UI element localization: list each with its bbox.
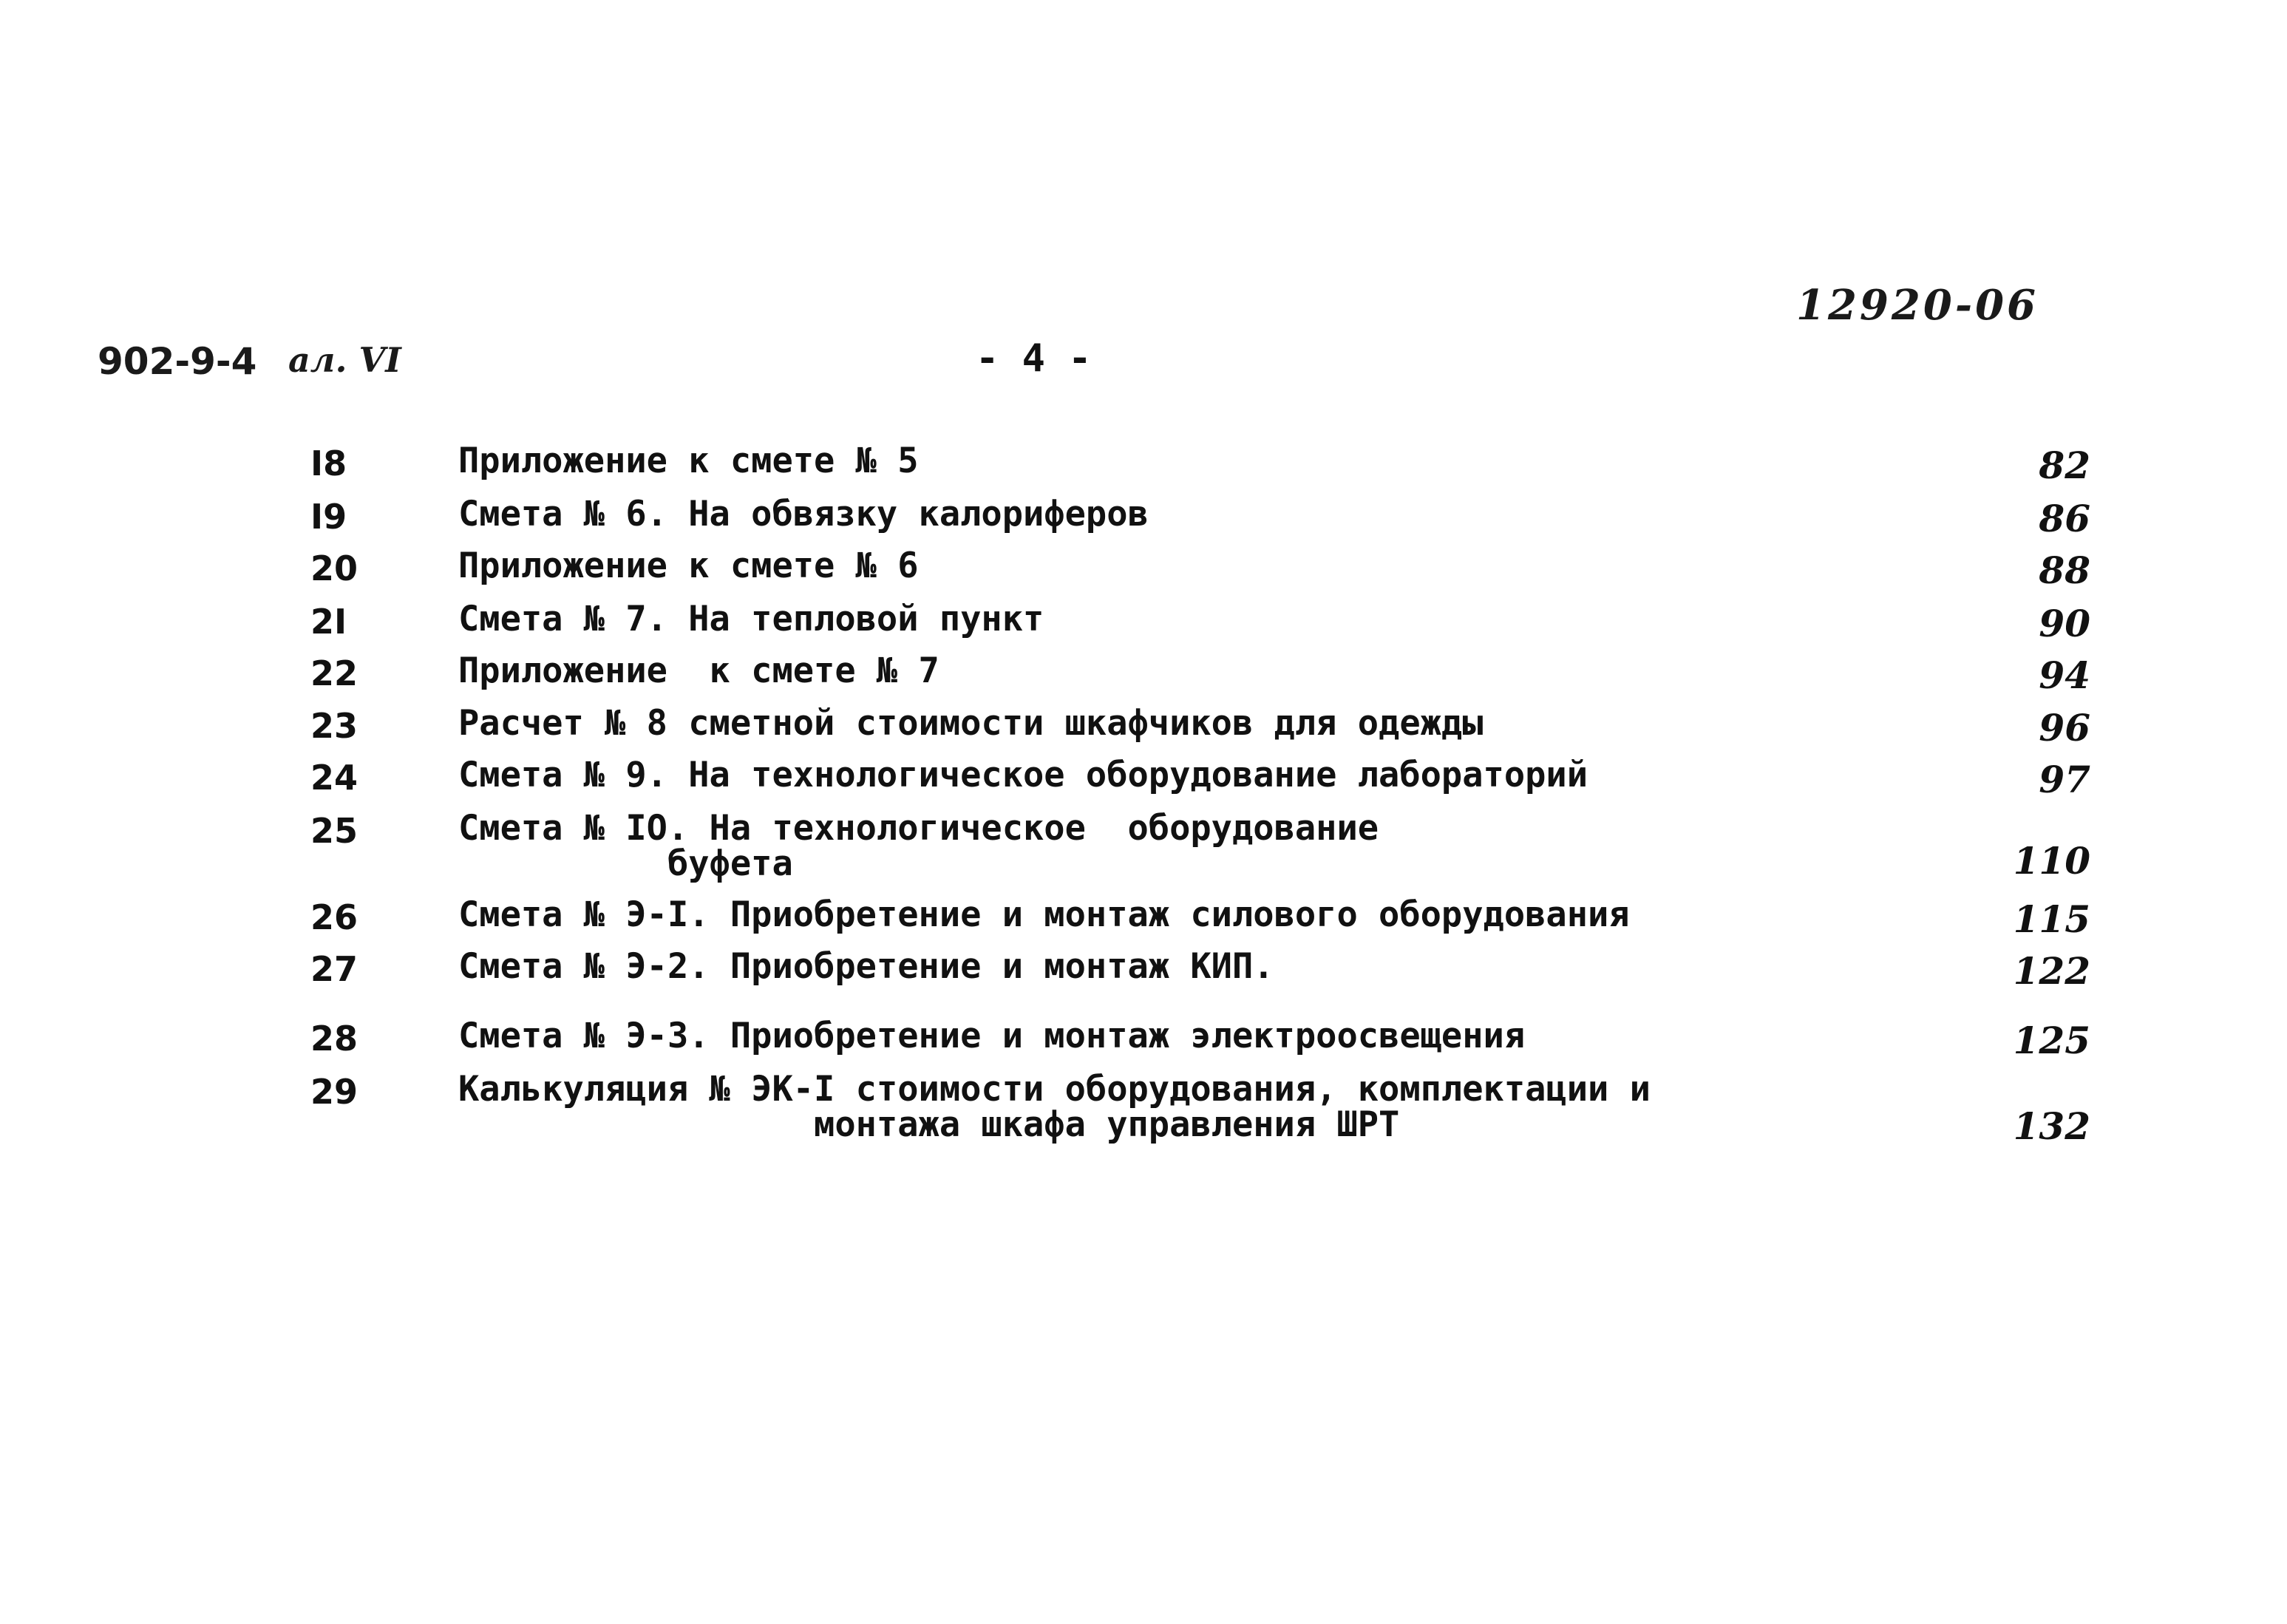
toc-row bbox=[0, 808, 2287, 892]
toc-title: Смета № 7. На тепловой пункт bbox=[458, 599, 1044, 639]
toc-number: 22 bbox=[310, 653, 358, 693]
series-number: 902-9-4 bbox=[98, 340, 257, 383]
toc-row bbox=[0, 703, 2287, 758]
toc-title: Смета № IO. На технологическое оборудование буфета bbox=[458, 808, 1379, 884]
toc-row bbox=[0, 650, 2287, 705]
toc-title: Расчет № 8 сметной стоимости шкафчиков для одежды bbox=[458, 703, 1484, 744]
toc-page: 90 bbox=[2039, 602, 2090, 645]
toc-page: 94 bbox=[2039, 653, 2090, 697]
toc-page: 96 bbox=[2039, 706, 2090, 750]
toc-title: Приложение к смете № 6 bbox=[458, 546, 919, 586]
toc-number: I8 bbox=[310, 444, 347, 483]
toc-page: 132 bbox=[2013, 1104, 2090, 1148]
toc-title: Приложение к смете № 5 bbox=[458, 441, 919, 481]
toc-title: Калькуляция № ЭК-I стоимости оборудования, комплектации и монтажа шкафа управления ШРТ bbox=[458, 1069, 1651, 1145]
toc-number: 29 bbox=[310, 1072, 358, 1112]
toc-page: 115 bbox=[2013, 897, 2090, 941]
toc-row bbox=[0, 755, 2287, 809]
toc-number: 20 bbox=[310, 548, 358, 588]
toc-page: 97 bbox=[2039, 758, 2090, 801]
toc-row bbox=[0, 1016, 2287, 1070]
toc-page: 82 bbox=[2039, 444, 2090, 487]
document-code: 12920-06 bbox=[1796, 281, 2039, 330]
toc-page: 125 bbox=[2013, 1019, 2090, 1062]
toc-title: Приложение к смете № 7 bbox=[458, 650, 939, 691]
toc-page: 110 bbox=[2013, 839, 2090, 883]
toc-number: 25 bbox=[310, 811, 358, 851]
toc-row bbox=[0, 441, 2287, 495]
toc-title: Смета № Э-3. Приобретение и монтаж электроосвещения bbox=[458, 1016, 1526, 1056]
toc-row bbox=[0, 1069, 2287, 1153]
toc-row bbox=[0, 599, 2287, 653]
toc-page: 122 bbox=[2013, 949, 2090, 993]
toc-page: 86 bbox=[2039, 497, 2090, 540]
toc-number: I9 bbox=[310, 497, 347, 537]
toc-number: 23 bbox=[310, 706, 358, 746]
toc-row bbox=[0, 946, 2287, 1001]
sheet-note: ал. VI bbox=[288, 340, 401, 380]
toc-number: 24 bbox=[310, 758, 358, 798]
toc-row bbox=[0, 494, 2287, 548]
toc-title: Смета № Э-2. Приобретение и монтаж КИП. bbox=[458, 946, 1274, 987]
toc-title: Смета № 6. На обвязку калориферов bbox=[458, 494, 1149, 534]
toc-number: 27 bbox=[310, 949, 358, 989]
toc-title: Смета № Э-I. Приобретение и монтаж силового оборудования bbox=[458, 894, 1630, 935]
toc-number: 28 bbox=[310, 1019, 358, 1059]
toc-row bbox=[0, 894, 2287, 949]
toc-title: Смета № 9. На технологическое оборудование лабораторий bbox=[458, 755, 1588, 795]
toc-row bbox=[0, 548, 2287, 600]
toc-number: 2I bbox=[310, 602, 347, 642]
toc-number: 26 bbox=[310, 897, 358, 937]
toc-page: 88 bbox=[2039, 548, 2090, 592]
page-number: - 4 - bbox=[976, 336, 1092, 381]
